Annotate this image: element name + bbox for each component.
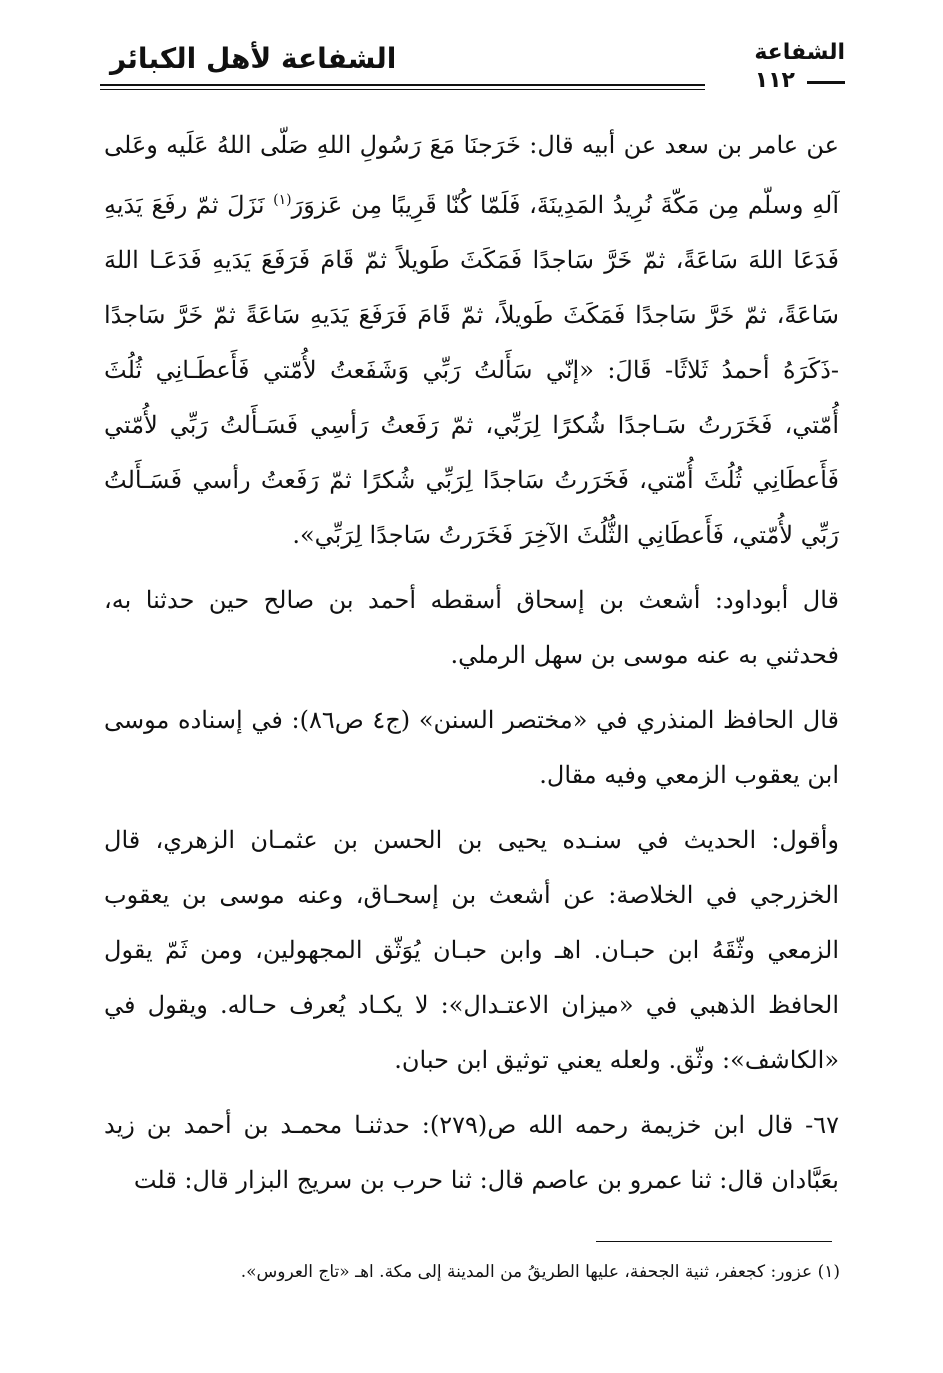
book-logo: الشفاعة — [754, 40, 845, 65]
header-accent-rule — [807, 81, 845, 84]
paragraph-text: نَزَلَ ثمّ رفَعَ يَدَيهِ فَدَعَا اللهَ سَاعَةً، ثمّ خَرَّ سَاجدًا فَمَكَثَ طَويلاً ثمّ قَامَ فَرَفَعَ يَدَيهِ فَدَعَـا اللهَ سَاعَةً، ثمّ خَرَّ سَاجدًا فَمَكَثَ طَويلاً، ثمّ قَامَ فَرَفَعَ يَدَيهِ سَاعَةً ثمّ خَرَّ سَاجدًا -ذَكَرَهُ أحمدُ ثَلاثًا- قَالَ: «إنّي سَأَلتُ رَبِّي وَشَفَعتُ لأُمّتي فَأَعطَـانِي ثُلُثَ أُمّتي، فَخَرَرتُ سَـاجدًا شُكرًا لِرَبِّي، ثمّ رَفَعتُ رَأسِي فَسَـأَلتُ رَبِّي لأُمّتي فَأَعطَانِي ثُلُثَ أُمّتي، فَخَرَرتُ سَاجدًا لِرَبِّي شُكرًا ثمّ رَفَعتُ رأسي فَسَـأَلتُ رَبِّي لأُمّتي، فَأَعطَانِي الثُّلُثَ الآخِرَ فَخَرَرتُ سَاجدًا لِرَبِّي». — [104, 191, 839, 549]
paragraph: قال الحافظ المنذري في «مختصر السنن» (ج٤ ص٨٦): في إسناده موسى ابن يعقوب الزمعي وفيه مقال. — [104, 706, 839, 789]
paragraph-numbered: ٦٧- قال ابن خزيمة رحمه الله ص(٢٧٩): حدثنـا محمـد بن أحمد بن زيد بعَبَّادان قال: ثنا عمرو بن عاصم قال: ثنا حرب بن سريج البزار قال: قلت — [104, 1111, 839, 1194]
running-title: الشفاعة لأهل الكبائر — [110, 42, 397, 75]
paragraph-hadith — [104, 118, 839, 563]
paragraph: قال أبوداود: أشعث بن إسحاق أسقطه أحمد بن صالح حين حدثنا به، فحدثني به عنه موسى بن سهل الرملي. — [104, 586, 839, 669]
header-rule — [100, 84, 705, 86]
main-text — [104, 118, 839, 1208]
footnote-rule — [596, 1241, 832, 1242]
paragraph-text: عن عامر بن سعد عن أبيه قال: خَرَجنَا مَعَ رَسُولِ اللهِ صَلّى اللهُ عَلَيه وعَلى آلهِ وسلّم مِن مَكّةَ نُرِيدُ المَدِينَةَ، فَلَمّا كُنّا قَرِيبًا مِن عَزوَرَ — [104, 131, 839, 219]
paragraph: وأقول: الحديث في سنـده يحيى بن الحسن بن عثمـان الزهري، قال الخزرجي في الخلاصة: عن أشعث بن إسحـاق، وعنه موسى بن يعقوب الزمعي وثّقَهُ ابن حبـان. اهـ وابن حبـان يُوَثّق المجهولين، ومن ثَمّ يقول الحافظ الذهبي في «ميزان الاعتـدال»: لا يكـاد يُعرف حـاله. ويقول في «الكاشف»: وثّق. ولعله يعني توثيق ابن حبان. — [104, 826, 840, 1074]
header-rule-thin — [100, 89, 705, 90]
page-number: ١١٢ — [754, 68, 795, 93]
footnote: (١) عزور: كجعفر، ثنية الجحفة، عليها الطريقُ من المدينة إلى مكة. اهـ «تاج العروس». — [240, 1262, 840, 1282]
page-header — [100, 38, 845, 108]
footnote-marker: (١) — [273, 192, 292, 208]
